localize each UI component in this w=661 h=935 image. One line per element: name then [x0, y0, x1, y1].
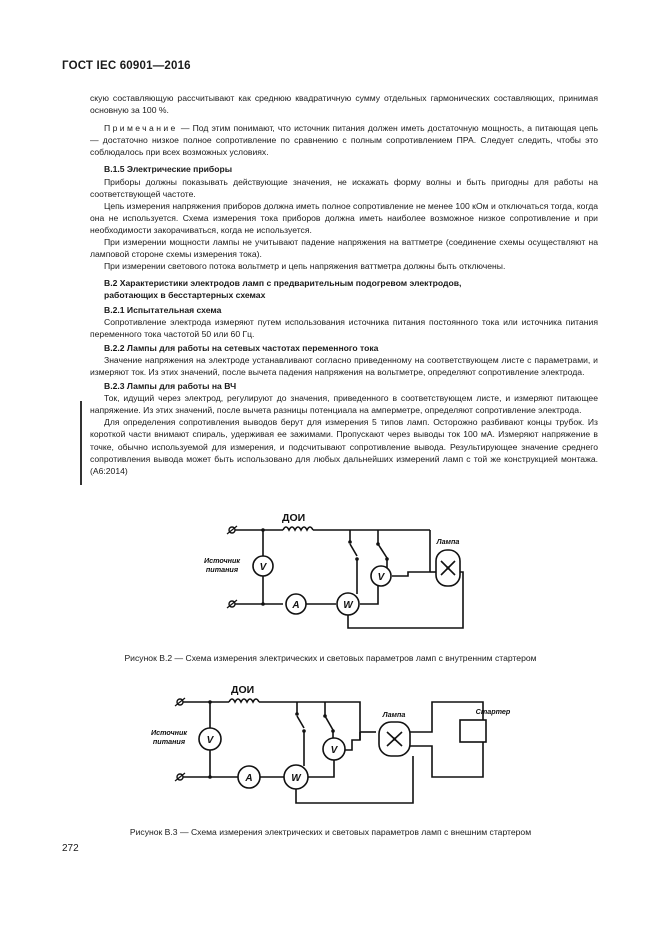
paragraph: Приборы должны показывать действующие значения, не искажать форму волны и быть пригодны для работы на соответствующей частоте. — [90, 176, 598, 199]
section-heading-b21: B.2.1 Испытательная схема — [104, 304, 222, 315]
section-heading-b23: B.2.3 Лампы для работы на ВЧ — [104, 381, 237, 392]
source-label: Источник — [150, 728, 188, 737]
note-paragraph — [90, 122, 598, 158]
source-label: Источник — [203, 556, 241, 565]
svg-text:V: V — [206, 735, 214, 746]
paragraph: Цепь измерения напряжения приборов должна иметь полное сопротивление не менее 100 кОм и отключаться тогда, когда она не используется. Схема измерения тока приборов должна иметь наиболее возможное низкое сопротивление и при необходимости закорачиваться, когда не используется. — [90, 200, 598, 235]
figure-b2-caption: Рисунок B.2 — Схема измерения электрических и световых параметров ламп с внутренним стартером — [124, 653, 537, 663]
paragraph: При измерении светового потока вольтметр и цепь напряжения ваттметра должны быть отключены. — [104, 261, 506, 272]
document-header: ГОСТ IEC 60901—2016 — [62, 60, 191, 72]
paragraph: Значение напряжения на электроде устанавливают согласно приведенному на соответствующем листе с параметрами, и измеряют ток. Из этих значений, после вычета падения напряжения на вольтметре, определяют сопротивление электрода. — [90, 354, 598, 377]
section-heading-b22: B.2.2 Лампы для работы на сетевых частотах переменного тока — [104, 342, 379, 353]
heading-line: работающих в бесстартерных схемах — [104, 290, 266, 301]
voltmeter-source — [253, 556, 273, 576]
figure-b2-diagram — [0, 510, 661, 640]
svg-text:W: W — [343, 600, 353, 611]
section-heading-b2 — [90, 277, 598, 301]
source-label: питания — [205, 565, 239, 574]
ammeter — [286, 594, 306, 614]
svg-text:V: V — [377, 572, 385, 583]
starter-label: Стартер — [475, 707, 511, 716]
svg-text:V: V — [259, 562, 267, 573]
inductor-label: ДОИ — [231, 684, 255, 696]
body-text — [90, 92, 598, 477]
paragraph: скую составляющую рассчитывают как среднюю квадратичную сумму отдельных гармонических составляющих, принимая основную за 100 %. — [90, 93, 598, 116]
svg-text:W: W — [291, 773, 301, 784]
inductor-label: ДОИ — [282, 512, 306, 524]
ammeter — [238, 766, 260, 788]
lamp-symbol — [436, 550, 460, 586]
lamp-label: Лампа — [382, 710, 406, 719]
figure-b3-diagram — [0, 680, 661, 810]
lamp-label: Лампа — [436, 537, 460, 546]
starter-symbol — [460, 720, 486, 742]
lamp-symbol — [379, 722, 410, 756]
voltmeter-lamp — [323, 738, 345, 760]
svg-text:A: A — [292, 600, 300, 611]
paragraph: Для определения сопротивления выводов берут для измерения 5 типов ламп. Осторожно разбивают концы трубок. Из короткой части внимают спираль, удерживая ее зажимами. Пропускают через выводы ток 100 мА. Измеряют напряжение в точке, обычно используемой для измерения, и подсчитывают сопротивление вывода. Результирующее значение среднего сопротивления вывода может быть использовано для любых дальнейших измерений ламп с той же конструкцией монтажа. (A6:2014) — [90, 417, 598, 476]
change-margin-bar — [80, 401, 82, 485]
paragraph: Сопротивление электрода измеряют путем использования источника питания постоянного тока или источника питания переменного тока частотой 50 или 60 Гц. — [90, 316, 598, 339]
page-number: 272 — [62, 843, 79, 854]
paragraph: При измерении мощности лампы не учитывают падение напряжения на ваттметре (соединение схемы осуществляют на ламповой стороне схемы измерения тока). — [90, 237, 598, 260]
note-label: Примечание — [104, 123, 178, 134]
note-text: — Под этим понимают, что источник питания должен иметь достаточную мощность, а питающая цепь — достаточно низкое полное сопротивление по сравнению с полным сопротивлением ПРА. Следует следить, чтобы это соблюдалось при всех возможных условиях. — [90, 123, 598, 158]
svg-text:V: V — [330, 745, 338, 756]
figure-b3-caption: Рисунок B.3 — Схема измерения электрических и световых параметров ламп с внешним стартером — [129, 827, 532, 837]
wattmeter — [284, 765, 308, 789]
paragraph: Ток, идущий через электрод, регулируют до значения, приведенного в соответствующем листе, и измеряют питающее напряжение. Из этих значений, после вычета разницы потенциала на амперметре, определяют сопротивление электрода. — [90, 393, 598, 416]
voltmeter-lamp — [371, 566, 391, 586]
heading-line: B.2 Характеристики электродов ламп с предварительным подогревом электродов, — [104, 278, 462, 289]
wattmeter — [337, 593, 359, 615]
svg-text:A: A — [245, 773, 253, 784]
voltmeter-source — [199, 728, 221, 750]
source-label: питания — [152, 737, 186, 746]
section-heading-b15: B.1.5 Электрические приборы — [104, 164, 233, 175]
